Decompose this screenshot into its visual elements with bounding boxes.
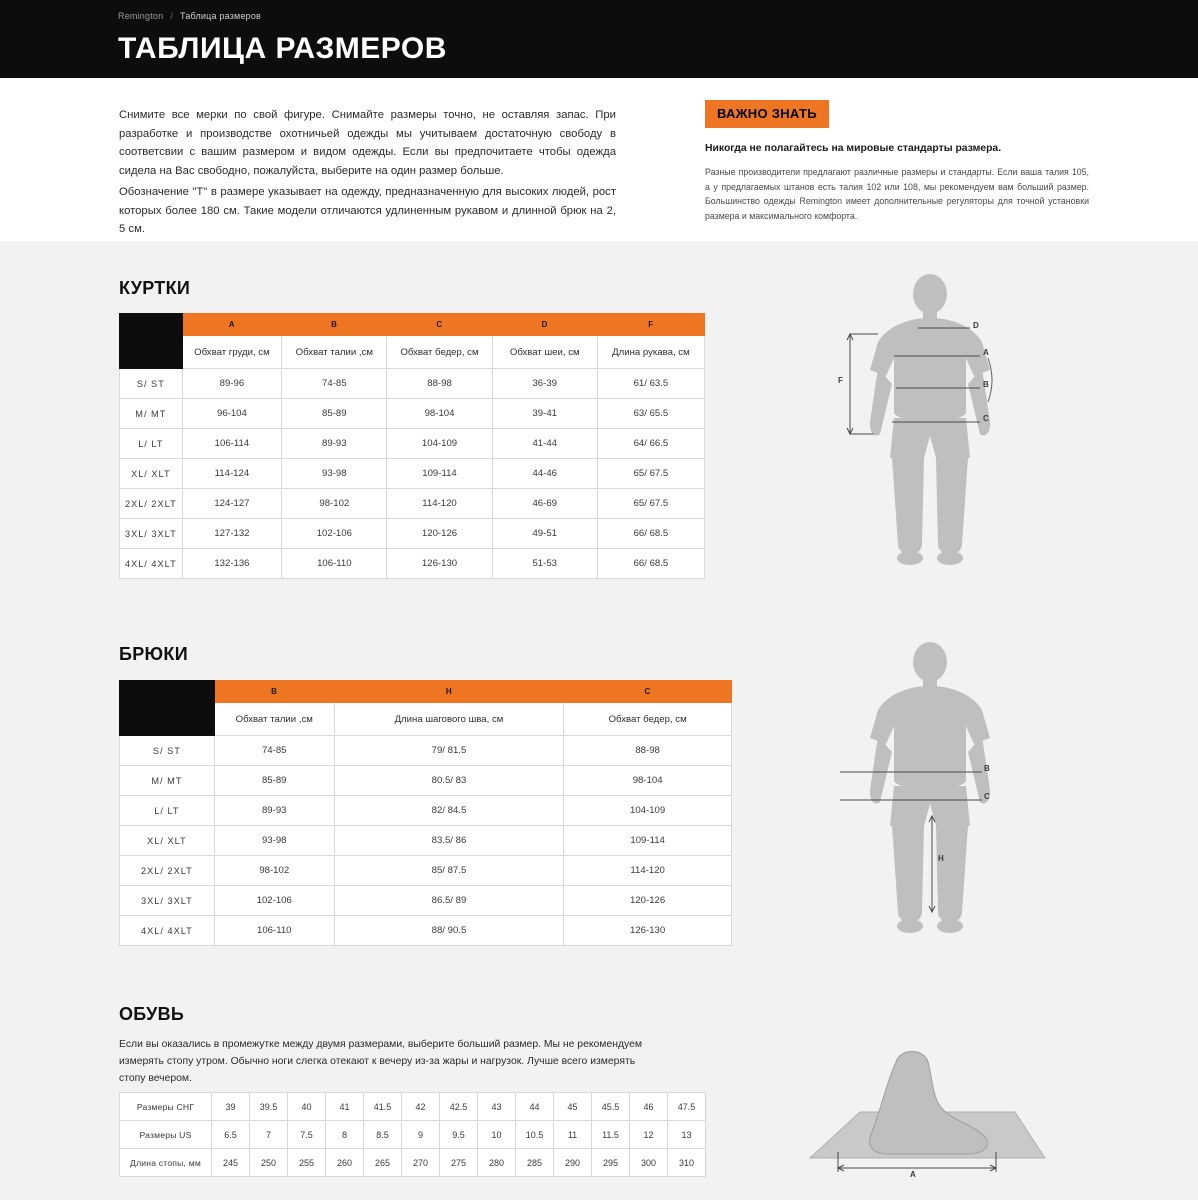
- pants-size-label: XL/ XLT: [120, 826, 215, 856]
- shoes-size-table: [119, 1092, 706, 1177]
- pants-cell: 88/ 90.5: [334, 916, 564, 946]
- breadcrumb: [118, 11, 261, 21]
- shoes-cell: 45: [554, 1093, 592, 1121]
- jackets-cell: 39-41: [492, 399, 597, 429]
- jackets-cell: 36-39: [492, 369, 597, 399]
- pants-cell: 74-85: [214, 736, 334, 766]
- male-torso-diagram: [820, 272, 1050, 582]
- pants-cell: 98-102: [214, 856, 334, 886]
- table-row: [120, 549, 705, 579]
- table-row: [120, 766, 732, 796]
- jackets-size-table: [119, 313, 705, 579]
- shoes-cell: 45.5: [592, 1093, 630, 1121]
- shoes-cell: 7: [250, 1121, 288, 1149]
- pants-cell: 102-106: [214, 886, 334, 916]
- intro-band: [0, 78, 1198, 241]
- pants-cell: 85-89: [214, 766, 334, 796]
- foot-figure-label-a: A: [910, 1170, 916, 1179]
- jackets-size-label: 4XL/ 4XLT: [120, 549, 183, 579]
- jackets-size-label: M/ MT: [120, 399, 183, 429]
- pants-cell: 120-126: [564, 886, 732, 916]
- jackets-cell: 44-46: [492, 459, 597, 489]
- jackets-cell: 93-98: [282, 459, 387, 489]
- shoes-cell: 10.5: [516, 1121, 554, 1149]
- shoes-cell: 41.5: [364, 1093, 402, 1121]
- pants-cell: 88-98: [564, 736, 732, 766]
- shoes-cell: 260: [326, 1149, 364, 1177]
- jackets-cell: 98-102: [282, 489, 387, 519]
- jacket-figure-label-f: F: [838, 376, 843, 385]
- breadcrumb-root-link[interactable]: Remington: [118, 11, 164, 21]
- jackets-letter-f: F: [597, 314, 704, 336]
- male-lower-body-diagram: [820, 640, 1050, 950]
- shoes-cell: 275: [440, 1149, 478, 1177]
- pants-cell: 98-104: [564, 766, 732, 796]
- breadcrumb-current: Таблица размеров: [180, 11, 262, 21]
- pants-header-waist: Обхват талии ,см: [214, 703, 334, 736]
- pants-cell: 109-114: [564, 826, 732, 856]
- jackets-size-label: XL/ XLT: [120, 459, 183, 489]
- jackets-cell: 66/ 68.5: [597, 549, 704, 579]
- pants-cell: 80.5/ 83: [334, 766, 564, 796]
- pants-cell: 86.5/ 89: [334, 886, 564, 916]
- shoes-cell: 295: [592, 1149, 630, 1177]
- table-row: [120, 429, 705, 459]
- jacket-figure-label-b: B: [983, 380, 989, 389]
- shoes-cell: 46: [630, 1093, 668, 1121]
- breadcrumb-separator: /: [170, 11, 174, 21]
- shoes-row-label: Размеры US: [120, 1121, 212, 1149]
- jackets-cell: 64/ 66.5: [597, 429, 704, 459]
- jackets-letter-b: B: [282, 314, 387, 336]
- foot-measurement-figure: [800, 1040, 1050, 1180]
- shoes-cell: 310: [668, 1149, 706, 1177]
- shoes-cell: 42: [402, 1093, 440, 1121]
- jackets-cell: 74-85: [282, 369, 387, 399]
- pants-cell: 82/ 84.5: [334, 796, 564, 826]
- jackets-letter-row: [120, 314, 705, 336]
- jackets-header-corner: [120, 336, 183, 369]
- jackets-header-hips: Обхват бедер, см: [387, 336, 492, 369]
- page-header: [0, 0, 1198, 78]
- table-row: [120, 886, 732, 916]
- pants-cell: 79/ 81.5: [334, 736, 564, 766]
- jackets-cell: 51-53: [492, 549, 597, 579]
- jacket-figure-label-a: A: [983, 348, 989, 357]
- pants-figure-label-h: H: [938, 854, 944, 863]
- table-row: [120, 369, 705, 399]
- pants-size-label: S/ ST: [120, 736, 215, 766]
- jackets-header-chest: Обхват груди, см: [182, 336, 282, 369]
- table-row: [120, 736, 732, 766]
- shoes-description: Если вы оказались в промежутке между двумя размерами, выберите больший размер. Мы не рекомендуем измерять стопу утром. Обычно ноги слегка отекают к вечеру из-за жары и нагрузок. Лучше всего измерять стопу вечером.: [119, 1039, 643, 1084]
- shoes-cell: 47.5: [668, 1093, 706, 1121]
- jackets-cell: 109-114: [387, 459, 492, 489]
- shoes-cell: 11.5: [592, 1121, 630, 1149]
- jackets-cell: 49-51: [492, 519, 597, 549]
- shoes-cell: 12: [630, 1121, 668, 1149]
- pants-cell: 85/ 87.5: [334, 856, 564, 886]
- shoes-cell: 11: [554, 1121, 592, 1149]
- important-badge: ВАЖНО ЗНАТЬ: [705, 100, 829, 128]
- pants-letter-row: [120, 681, 732, 703]
- jackets-letter-c: C: [387, 314, 492, 336]
- jackets-cell: 114-124: [182, 459, 282, 489]
- jackets-cell: 104-109: [387, 429, 492, 459]
- shoes-cell: 39: [212, 1093, 250, 1121]
- page-title: ТАБЛИЦА РАЗМЕРОВ: [118, 32, 447, 65]
- table-row: [120, 916, 732, 946]
- jacket-figure-label-c: C: [983, 414, 989, 423]
- jackets-cell: 102-106: [282, 519, 387, 549]
- jackets-cell: 114-120: [387, 489, 492, 519]
- pants-cell: 93-98: [214, 826, 334, 856]
- pants-letter-corner: [120, 681, 215, 703]
- pants-size-label: 2XL/ 2XLT: [120, 856, 215, 886]
- jackets-cell: 63/ 65.5: [597, 399, 704, 429]
- jackets-size-label: 2XL/ 2XLT: [120, 489, 183, 519]
- shoes-cell: 39.5: [250, 1093, 288, 1121]
- jackets-cell: 66/ 68.5: [597, 519, 704, 549]
- pants-size-table: [119, 680, 732, 946]
- jackets-header-neck: Обхват шеи, см: [492, 336, 597, 369]
- pants-cell: 89-93: [214, 796, 334, 826]
- shoes-cell: 9: [402, 1121, 440, 1149]
- jacket-figure-label-d: D: [973, 321, 979, 330]
- shoes-cell: 265: [364, 1149, 402, 1177]
- shoes-cell: 250: [250, 1149, 288, 1177]
- jackets-cell: 126-130: [387, 549, 492, 579]
- jackets-cell: 106-110: [282, 549, 387, 579]
- section-title-pants: БРЮКИ: [119, 644, 188, 664]
- jackets-cell: 88-98: [387, 369, 492, 399]
- important-note: [705, 100, 1095, 223]
- shoes-cell: 8: [326, 1121, 364, 1149]
- table-row: [120, 519, 705, 549]
- shoes-cell: 255: [288, 1149, 326, 1177]
- jackets-cell: 132-136: [182, 549, 282, 579]
- shoes-cell: 285: [516, 1149, 554, 1177]
- shoes-cell: 10: [478, 1121, 516, 1149]
- jackets-letter-corner: [120, 314, 183, 336]
- table-row: [120, 399, 705, 429]
- pants-letter-h: H: [334, 681, 564, 703]
- jacket-measurement-figure: [820, 272, 1050, 582]
- pants-cell: 106-110: [214, 916, 334, 946]
- jackets-cell: 96-104: [182, 399, 282, 429]
- pants-cell: 114-120: [564, 856, 732, 886]
- table-row: [120, 459, 705, 489]
- jackets-cell: 124-127: [182, 489, 282, 519]
- jackets-size-label: L/ LT: [120, 429, 183, 459]
- shoes-cell: 8.5: [364, 1121, 402, 1149]
- section-title-shoes: ОБУВЬ: [119, 1004, 185, 1024]
- jackets-cell: 127-132: [182, 519, 282, 549]
- pants-cell: 126-130: [564, 916, 732, 946]
- pants-figure-label-b: B: [984, 764, 990, 773]
- pants-figure-label-c: C: [984, 792, 990, 801]
- foot-diagram: [800, 1040, 1050, 1180]
- pants-header-hips: Обхват бедер, см: [564, 703, 732, 736]
- shoes-cell: 13: [668, 1121, 706, 1149]
- intro-paragraph-1: Снимите все мерки по свой фигуре. Снимайте размеры точно, не оставляя запас. При разработке и производстве охотничьей одежды мы учитываем достаточную свободу в соответсвии с вашим размером и видом одежды. Если вы предпочитаете чтобы одежда сидела на Вас свободно, пожалуйста, выберите на один размер больше.: [119, 109, 616, 177]
- jackets-cell: 46-69: [492, 489, 597, 519]
- jackets-letter-a: A: [182, 314, 282, 336]
- table-row: [120, 796, 732, 826]
- pants-size-label: L/ LT: [120, 796, 215, 826]
- pants-cell: 104-109: [564, 796, 732, 826]
- intro-paragraph-2: Обозначение "Т" в размере указывает на одежду, предназначенную для высоких людей, рост которых более 180 см. Такие модели отличаются удлиненным рукавом и длинной брюк на 2, 5 см.: [119, 186, 616, 235]
- shoes-cell: 9.5: [440, 1121, 478, 1149]
- shoes-cell: 41: [326, 1093, 364, 1121]
- table-row: [120, 1121, 706, 1149]
- important-subtitle: Никогда не полагайтесь на мировые стандарты размера.: [705, 143, 1002, 154]
- shoes-cell: 270: [402, 1149, 440, 1177]
- pants-size-label: 3XL/ 3XLT: [120, 886, 215, 916]
- shoes-cell: 290: [554, 1149, 592, 1177]
- pants-header-corner: [120, 703, 215, 736]
- jackets-letter-d: D: [492, 314, 597, 336]
- jackets-cell: 120-126: [387, 519, 492, 549]
- jackets-header-row: [120, 336, 705, 369]
- pants-letter-b: B: [214, 681, 334, 703]
- pants-header-inseam: Длина шагового шва, см: [334, 703, 564, 736]
- jackets-cell: 85-89: [282, 399, 387, 429]
- pants-size-label: M/ MT: [120, 766, 215, 796]
- shoes-cell: 7.5: [288, 1121, 326, 1149]
- jackets-cell: 89-93: [282, 429, 387, 459]
- table-row: [120, 826, 732, 856]
- pants-header-row: [120, 703, 732, 736]
- shoes-cell: 280: [478, 1149, 516, 1177]
- table-row: [120, 856, 732, 886]
- jackets-size-label: 3XL/ 3XLT: [120, 519, 183, 549]
- important-body: Разные производители предлагают различные размеры и стандарты. Если ваша талия 105, а у предлагаемых штанов есть талия 102 или 108, мы рекомендуем вам больший размер. Большинство одежды Remington имеет дополнительные регуляторы для точной установки размера и максимального комфорта.: [705, 167, 1089, 221]
- table-row: [120, 489, 705, 519]
- shoes-cell: 44: [516, 1093, 554, 1121]
- pants-letter-c: C: [564, 681, 732, 703]
- shoes-cell: 245: [212, 1149, 250, 1177]
- intro-text: [119, 106, 616, 239]
- shoes-cell: 6.5: [212, 1121, 250, 1149]
- jackets-size-label: S/ ST: [120, 369, 183, 399]
- pants-measurement-figure: [820, 640, 1050, 950]
- jackets-cell: 106-114: [182, 429, 282, 459]
- section-title-jackets: КУРТКИ: [119, 278, 191, 298]
- jackets-cell: 89-96: [182, 369, 282, 399]
- table-row: [120, 1149, 706, 1177]
- table-row: [120, 1093, 706, 1121]
- shoes-cell: 43: [478, 1093, 516, 1121]
- pants-size-label: 4XL/ 4XLT: [120, 916, 215, 946]
- shoes-row-label: Размеры СНГ: [120, 1093, 212, 1121]
- jackets-cell: 65/ 67.5: [597, 459, 704, 489]
- jackets-header-sleeve: Длина рукава, см: [597, 336, 704, 369]
- shoes-cell: 40: [288, 1093, 326, 1121]
- jackets-cell: 98-104: [387, 399, 492, 429]
- jackets-cell: 61/ 63.5: [597, 369, 704, 399]
- jackets-cell: 41-44: [492, 429, 597, 459]
- jackets-cell: 65/ 67.5: [597, 489, 704, 519]
- jackets-header-waist: Обхват талии ,см: [282, 336, 387, 369]
- shoes-row-label: Длина стопы, мм: [120, 1149, 212, 1177]
- shoes-cell: 300: [630, 1149, 668, 1177]
- pants-cell: 83.5/ 86: [334, 826, 564, 856]
- shoes-cell: 42.5: [440, 1093, 478, 1121]
